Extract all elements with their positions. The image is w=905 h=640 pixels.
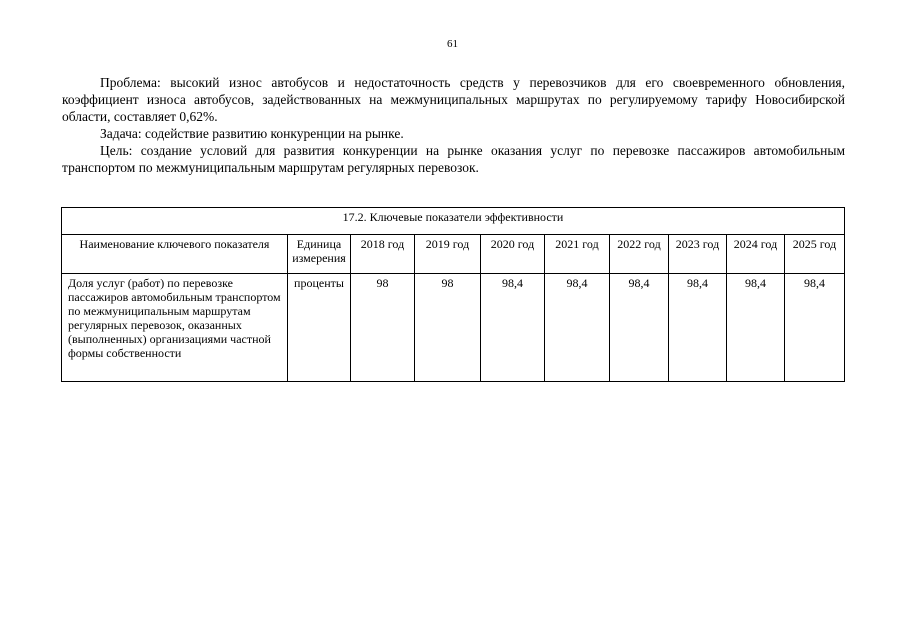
task-paragraph: Задача: содействие развитию конкуренции на рынке. (100, 126, 404, 141)
table-row (62, 274, 845, 382)
indicator-name: Доля услуг (работ) по перевозке пассажиров автомобильным транспортом по межмуниципальным маршрутам регулярных перевозок, оказанных (выполненных) организациями частной формы собственности (62, 274, 288, 382)
value-2024: 98,4 (727, 274, 785, 382)
table-header-row (62, 235, 845, 274)
header-year-2023: 2023 год (669, 235, 727, 274)
header-unit: Единица измерения (288, 235, 351, 274)
header-name: Наименование ключевого показателя (62, 235, 288, 274)
value-2023: 98,4 (669, 274, 727, 382)
value-2021: 98,4 (545, 274, 610, 382)
header-year-2022: 2022 год (610, 235, 669, 274)
header-year-2020: 2020 год (481, 235, 545, 274)
value-2020: 98,4 (481, 274, 545, 382)
page-number: 61 (447, 38, 458, 50)
header-year-2018: 2018 год (351, 235, 415, 274)
value-2019: 98 (415, 274, 481, 382)
value-2018: 98 (351, 274, 415, 382)
header-year-2024: 2024 год (727, 235, 785, 274)
table-caption: 17.2. Ключевые показатели эффективности (62, 208, 845, 235)
indicator-unit: проценты (288, 274, 351, 382)
problem-paragraph: Проблема: высокий износ автобусов и недостаточность средств у перевозчиков для его своевременного обновления, коэффициент износа автобусов, задействованных на межмуниципальных маршрутах по регулируемому тарифу Новосибирской области, составляет 0,62%. (62, 75, 845, 124)
value-2022: 98,4 (610, 274, 669, 382)
header-year-2021: 2021 год (545, 235, 610, 274)
value-2025: 98,4 (785, 274, 845, 382)
goal-paragraph: Цель: создание условий для развития конкуренции на рынке оказания услуг по перевозке пассажиров автомобильным транспортом по межмуниципальным маршрутам регулярных перевозок. (62, 143, 845, 175)
header-year-2025: 2025 год (785, 235, 845, 274)
text-block (62, 74, 845, 176)
header-year-2019: 2019 год (415, 235, 481, 274)
table-caption-row (62, 208, 845, 235)
kpi-table (61, 207, 845, 382)
